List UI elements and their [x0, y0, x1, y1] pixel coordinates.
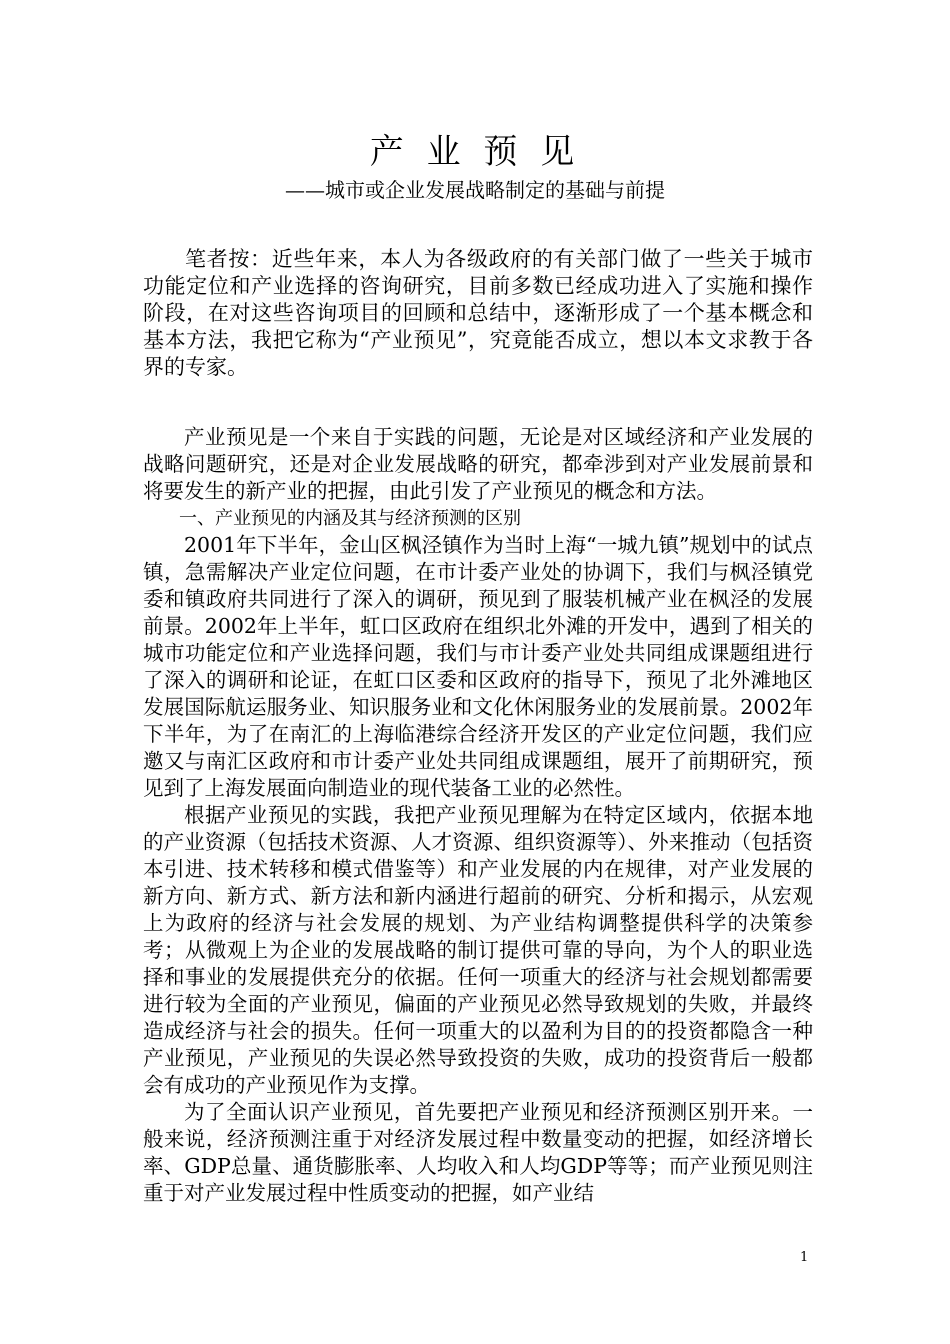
document-title: 产 业 预 见 [369, 132, 581, 172]
paragraph-3 [143, 802, 813, 1099]
note-text-after: ”，究竟能否成立，想以本文求教于各界的专家。 [143, 328, 814, 379]
document-subtitle: ——城市或企业发展战略制定的基础与前提 [285, 178, 665, 202]
definition-text: 在特定区域内，依据本地的产业资源（包括技术资源、人才资源、组织资源等）、外来推动（包括资本引进、技术转移和模式借鉴等）和产业发展的内在规律，对产业发展的新方向、新方式、新方法和新内涵进行超前的研究、分析和揭示，从宏观上为政府的经济与社会发展的规划、为产业结构调整提供科学的决策参考；从微观上为企业的发展战略的制订提供可靠的导向，为个人的职业选择和事业的发展提供充分的依据。 [143, 803, 813, 989]
page-number: 1 [800, 1250, 809, 1265]
paragraph-3-lead: 根据产业预见的实践，我把产业预见理解为 [184, 803, 583, 827]
note-text-before: 笔者按：近些年来，本人为各级政府的有关部门做了一些关于城市功能定位和产业选择的咨询研究，目前多数已经成功进入了实施和操作阶段，在对这些咨询项目的回顾和总结中，逐渐形成了一个基本概念和基本方法，我把它称为“ [143, 247, 813, 352]
note-term: 产业预见 [369, 328, 457, 352]
article-body [143, 424, 813, 1207]
paragraph-2: 2001年下半年，金山区枫泾镇作为当时上海“一城九镇”规划中的试点镇，急需解决产业定位问题，在市计委产业处的协调下，我们与枫泾镇党委和镇政府共同进行了深入的调研，预见到了服装机械产业在枫泾的发展前景。2002年上半年，虹口区政府在组织北外滩的开发中，遇到了相关的城市功能定位和产业选择问题，我们与市计委产业处共同组成课题组进行了深入的调研和论证，在虹口区委和区政府的指导下，预见了北外滩地区发展国际航运服务业、知识服务业和文化休闲服务业的发展前景。2002年下半年，为了在南汇的上海临港综合经济开发区的产业定位问题，我们应邀又与南汇区政府和市计委产业处共同组成课题组，展开了前期研究，预见到了上海发展面向制造业的现代装备工业的必然性。 [143, 533, 813, 800]
author-note-paragraph [143, 246, 813, 381]
author-note [143, 246, 813, 381]
paragraph-3-rest: 任何一项重大的经济与社会规划都需要进行较为全面的产业预见，偏面的产业预见必然导致规划的失败，并最终造成经济与社会的损失。任何一项重大的以盈利为目的的投资都隐含一种产业预见，产业预见的失误必然导致投资的失败，成功的投资背后一般都会有成功的产业预见作为支撑。 [143, 965, 814, 1097]
paragraph-1: 产业预见是一个来自于实践的问题，无论是对区域经济和产业发展的战略问题研究，还是对企业发展战略的研究，都牵涉到对产业发展前景和将要发生的新产业的把握，由此引发了产业预见的概念和方法。 [143, 425, 813, 503]
paragraph-4: 为了全面认识产业预见，首先要把产业预见和经济预测区别开来。一般来说，经济预测注重于对经济发展过程中数量变动的把握，如经济增长率、GDP总量、通货膨胀率、人均收入和人均GDP等等；而产业预见则注重于对产业发展过程中性质变动的把握，如产业结 [143, 1100, 813, 1205]
section-heading-1: 一、产业预见的内涵及其与经济预测的区别 [179, 508, 521, 529]
